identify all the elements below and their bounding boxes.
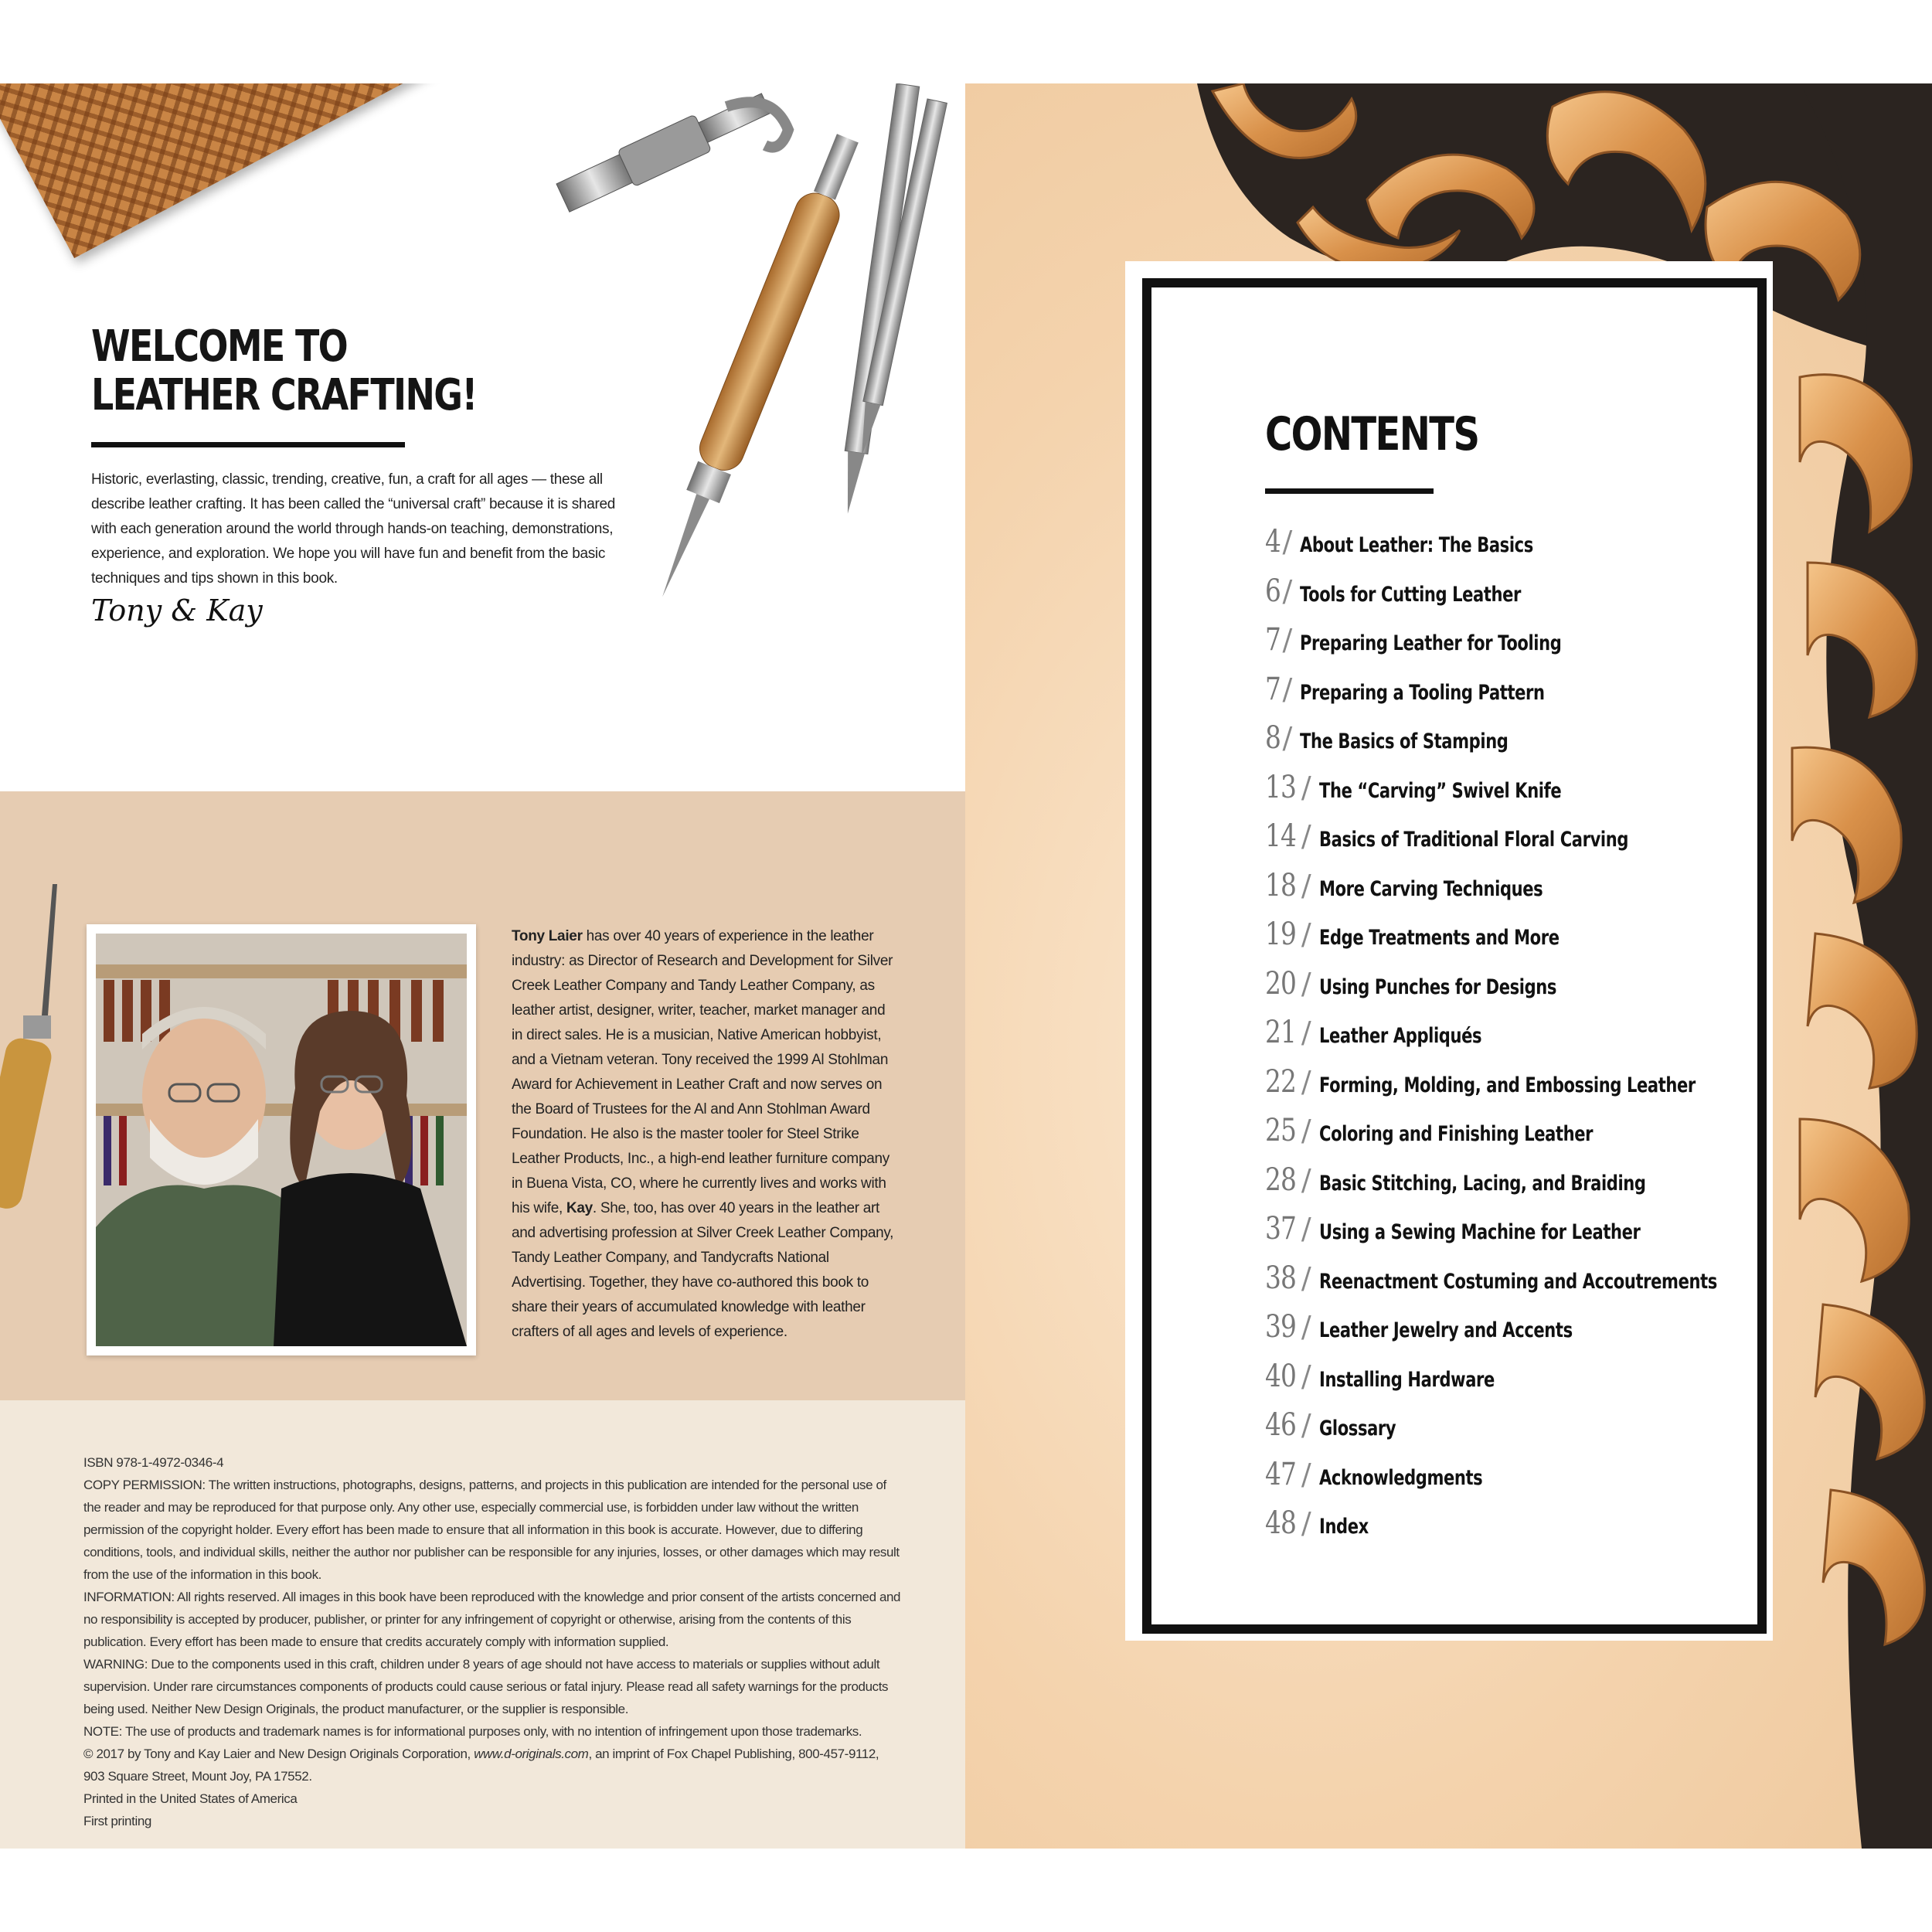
toc-separator: /	[1301, 966, 1311, 1001]
toc-page-number: 21	[1265, 1015, 1297, 1050]
toc-entry[interactable]	[1265, 1499, 1760, 1549]
toc-chapter-title: More Carving Techniques	[1318, 876, 1543, 901]
toc-separator: /	[1282, 525, 1293, 559]
toc-page-number: 47	[1265, 1456, 1297, 1492]
table-of-contents	[1265, 518, 1760, 1549]
toc-chapter-title: Acknowledgments	[1318, 1465, 1483, 1490]
toc-entry[interactable]	[1265, 1205, 1760, 1254]
toc-entry[interactable]	[1265, 1009, 1760, 1058]
toc-chapter-title: Tools for Cutting Leather	[1300, 582, 1522, 607]
toc-entry[interactable]	[1265, 665, 1760, 715]
toc-separator: /	[1301, 1064, 1311, 1099]
toc-entry[interactable]	[1265, 1401, 1760, 1451]
toc-separator: /	[1301, 1114, 1311, 1148]
toc-entry[interactable]	[1265, 1058, 1760, 1107]
printing-edition: First printing	[83, 1814, 151, 1828]
toc-separator: /	[1301, 770, 1311, 804]
welcome-title	[91, 323, 477, 420]
toc-page-number: 14	[1265, 818, 1297, 854]
toc-chapter-title: Glossary	[1318, 1417, 1396, 1440]
toc-chapter-title: Index	[1318, 1515, 1369, 1539]
trademark-note: NOTE: The use of products and trademark names is for informational purposes only, with no intention of infringement upon those trademarks.	[83, 1724, 862, 1739]
copyright-part1: © 2017 by Tony and Kay Laier and New Design Originals Corporation,	[83, 1747, 474, 1761]
copy-permission-notice: COPY PERMISSION: The written instructions, photographs, designs, patterns, and projects in this publication are intended for the personal use of the reader and may be reproduced for that purpose only. Any other use, especially commercial use, is forbidden under law without the written permission of the copyright holder. Every effort has been made to ensure that all information in this book is accurate. However, due to differing conditions, tools, and individual skills, neither the author nor publisher can be responsible for any injuries, losses, or other damages which may result from the use of the information in this book.	[83, 1478, 900, 1582]
author-bio-paragraph	[512, 924, 898, 1345]
legal-text	[83, 1451, 903, 1832]
warning-notice: WARNING: Due to the components used in this craft, children under 8 years of age should not have access to materials or supplies without adult supervision. Under rare circumstances components of products could cause serious or fatal injury. Please read all safety warnings for the products being used. Neither New Design Originals, the product manufacturer, or the supplier is responsible.	[83, 1657, 889, 1716]
toc-separator: /	[1301, 917, 1311, 951]
toc-page-number: 19	[1265, 917, 1297, 952]
publisher-website: www.d-originals.com	[474, 1747, 589, 1761]
toc-separator: /	[1301, 1359, 1311, 1393]
author-section	[0, 791, 965, 1400]
toc-separator: /	[1301, 1457, 1311, 1492]
toc-page-number: 40	[1265, 1358, 1297, 1394]
author-bio-part2: . She, too, has over 40 years in the leather art and advertising profession at Silver Creek Leather Company, Tandy Leather Company, and Tandycrafts National Advertising. Together, they have co-authored this book to share their years of accumulated knowledge with leather crafters of all ages and levels of experience.	[512, 1200, 894, 1340]
toc-page-number: 7	[1265, 671, 1281, 707]
toc-page-number: 8	[1265, 720, 1281, 756]
toc-entry[interactable]	[1265, 960, 1760, 1009]
welcome-intro-paragraph: Historic, everlasting, classic, trending, creative, fun, a craft for all ages — these all describe leather crafting. It has been called the “universal craft” because it is shared with each generation around the world through hands-on teaching, demonstrations, experience, and exploration. We hope you will have fun and benefit from the basic techniques and tips shown in this book.	[91, 471, 616, 587]
toc-separator: /	[1282, 573, 1293, 608]
toc-entry[interactable]	[1265, 1303, 1760, 1352]
toc-chapter-title: Basics of Traditional Floral Carving	[1318, 828, 1628, 852]
toc-page-number: 6	[1265, 573, 1281, 609]
toc-entry[interactable]	[1265, 518, 1760, 567]
toc-separator: /	[1301, 1162, 1311, 1197]
toc-entry[interactable]	[1265, 1254, 1760, 1304]
toc-page-number: 13	[1265, 769, 1297, 805]
toc-page-number: 20	[1265, 965, 1297, 1002]
toc-entry[interactable]	[1265, 764, 1760, 813]
right-page	[965, 83, 1932, 1849]
toc-separator: /	[1301, 1408, 1311, 1442]
toc-page-number: 18	[1265, 867, 1297, 903]
toc-chapter-title: Leather Appliqués	[1318, 1024, 1481, 1048]
toc-chapter-title: Leather Jewelry and Accents	[1318, 1318, 1573, 1342]
toc-page-number: 4	[1265, 524, 1281, 560]
toc-separator: /	[1301, 1015, 1311, 1049]
toc-entry[interactable]	[1265, 812, 1760, 862]
toc-chapter-title: Forming, Molding, and Embossing Leather	[1318, 1073, 1696, 1097]
toc-page-number: 46	[1265, 1407, 1297, 1443]
toc-chapter-title: Installing Hardware	[1318, 1367, 1495, 1392]
copyright-section	[0, 1400, 965, 1849]
author-bio-part1: has over 40 years of experience in the leather industry: as Director of Research and Development for Silver Creek Leather Company and Tandy Leather Company, as leather artist, designer, writer, teacher, market manager and in direct sales. He is a musician, Native American hobbyist, and a Vietnam veteran. Tony received the 1999 Al Stohlman Award for Achievement in Leather Craft and now serves on the Board of Trustees for the Al and Ann Stohlman Award Foundation. He also is the master tooler for Steel Strike Leather Products, Inc., a high-end leather furniture company in Buena Vista, CO, where he currently lives and works with his wife,	[512, 928, 893, 1216]
toc-chapter-title: Coloring and Finishing Leather	[1318, 1122, 1593, 1146]
toc-chapter-title: Edge Treatments and More	[1318, 926, 1560, 950]
book-spread	[0, 83, 1932, 1849]
toc-chapter-title: Basic Stitching, Lacing, and Braiding	[1318, 1171, 1646, 1196]
contents-title-underline	[1265, 488, 1434, 494]
toc-entry[interactable]	[1265, 616, 1760, 665]
toc-entry[interactable]	[1265, 1352, 1760, 1402]
toc-page-number: 7	[1265, 622, 1281, 658]
information-notice: INFORMATION: All rights reserved. All images in this book have been reproduced with the knowledge and prior consent of the artists concerned and no responsibility is accepted by producer, publisher, or printer for any infringement of copyright or otherwise, arising from the contents of this publication. Every effort has been made to ensure that credits accurately comply with information supplied.	[83, 1590, 901, 1649]
toc-separator: /	[1301, 1506, 1311, 1540]
toc-chapter-title: About Leather: The Basics	[1300, 533, 1534, 557]
toc-page-number: 37	[1265, 1211, 1297, 1247]
toc-page-number: 39	[1265, 1309, 1297, 1345]
toc-entry[interactable]	[1265, 862, 1760, 911]
toc-separator: /	[1301, 868, 1311, 903]
toc-page-number: 25	[1265, 1113, 1297, 1148]
contents-card	[1125, 261, 1773, 1641]
author-name-tony: Tony Laier	[512, 928, 583, 944]
toc-page-number: 48	[1265, 1505, 1297, 1541]
toc-separator: /	[1282, 721, 1293, 755]
authors-photo	[96, 934, 467, 1346]
tooled-leather-sample-photo	[0, 83, 457, 258]
toc-chapter-title: The “Carving” Swivel Knife	[1318, 778, 1562, 803]
toc-page-number: 28	[1265, 1162, 1297, 1198]
author-photo-frame	[87, 924, 476, 1355]
toc-separator: /	[1282, 623, 1293, 657]
welcome-title-line1: WELCOME TO	[91, 321, 348, 372]
toc-page-number: 38	[1265, 1260, 1297, 1296]
toc-entry[interactable]	[1265, 567, 1760, 617]
copyright-part2: , an imprint of Fox Chapel Publishing, 800-457-9112, 903 Square Street, Mount Joy, PA 17552.	[83, 1747, 879, 1784]
contents-title: CONTENTS	[1265, 407, 1479, 461]
left-page	[0, 83, 965, 1849]
welcome-title-line2: LEATHER CRAFTING!	[91, 369, 477, 420]
author-signature: Tony & Kay	[91, 594, 263, 628]
toc-separator: /	[1282, 672, 1293, 706]
awl-tool-photo	[0, 884, 70, 1209]
toc-chapter-title: Using a Sewing Machine for Leather	[1318, 1220, 1641, 1244]
toc-chapter-title: Preparing a Tooling Pattern	[1300, 680, 1545, 705]
toc-chapter-title: Preparing Leather for Tooling	[1300, 631, 1562, 655]
toc-chapter-title: Using Punches for Designs	[1318, 975, 1556, 999]
toc-separator: /	[1301, 1212, 1311, 1246]
toc-separator: /	[1301, 819, 1311, 853]
isbn: ISBN 978-1-4972-0346-4	[83, 1455, 224, 1470]
toc-entry[interactable]	[1265, 1451, 1760, 1500]
author-name-kay: Kay	[566, 1200, 593, 1216]
toc-entry[interactable]	[1265, 910, 1760, 960]
printed-in: Printed in the United States of America	[83, 1791, 298, 1806]
toc-chapter-title: The Basics of Stamping	[1300, 730, 1509, 753]
toc-entry[interactable]	[1265, 1156, 1760, 1206]
copyright-notice	[83, 1743, 903, 1787]
welcome-section	[0, 83, 965, 791]
toc-separator: /	[1301, 1260, 1311, 1295]
toc-entry[interactable]	[1265, 1107, 1760, 1156]
toc-entry[interactable]	[1265, 714, 1760, 764]
toc-chapter-title: Reenactment Costuming and Accoutrements	[1318, 1269, 1717, 1294]
contents-border	[1142, 278, 1767, 1634]
toc-page-number: 22	[1265, 1063, 1297, 1100]
welcome-title-underline	[91, 442, 405, 447]
toc-separator: /	[1301, 1310, 1311, 1344]
